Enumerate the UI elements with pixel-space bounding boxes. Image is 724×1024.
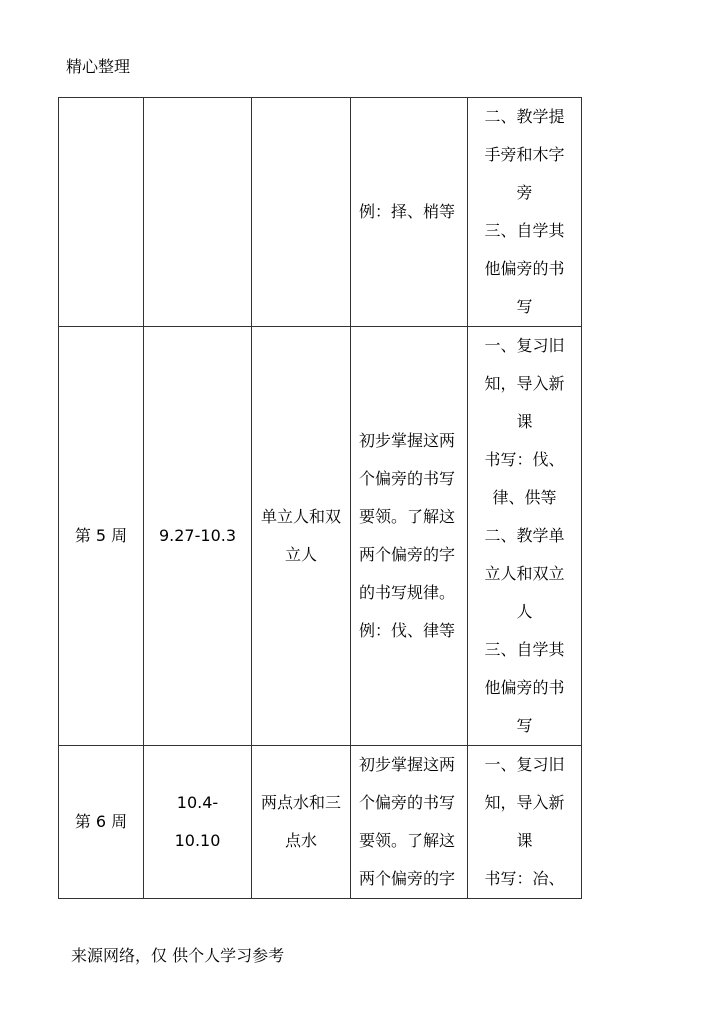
steps-line: 律、供等 xyxy=(492,488,557,507)
date-line: 10.10 xyxy=(174,831,221,850)
goal-line: 例：择、梢等 xyxy=(359,202,456,221)
steps-line: 课 xyxy=(516,412,533,431)
goal-line: 个偏旁的书写 xyxy=(359,469,456,488)
date-cell xyxy=(144,98,252,327)
goal-line: 个偏旁的书写 xyxy=(359,793,456,812)
topic-cell xyxy=(252,746,351,899)
goal-line: 例：伐、律等 xyxy=(359,621,456,640)
goal-line: 要领。了解这 xyxy=(359,507,456,526)
goal-line: 初步掌握这两 xyxy=(359,755,456,774)
date-line: 10.4- xyxy=(176,793,219,812)
goal-line: 两个偏旁的字 xyxy=(359,869,456,888)
goal-line: 的书写规律。 xyxy=(359,583,456,602)
topic-cell xyxy=(252,327,351,746)
topic-line: 立人 xyxy=(284,545,317,564)
topic-line: 单立人和双 xyxy=(260,507,341,526)
goal-cell xyxy=(351,746,468,899)
steps-cell xyxy=(468,98,582,327)
steps-line: 手旁和木字 xyxy=(484,145,565,164)
week-cell xyxy=(59,98,144,327)
steps-line: 三、自学其 xyxy=(484,640,565,659)
steps-line: 写 xyxy=(516,716,533,735)
steps-line: 人 xyxy=(516,602,533,621)
week-cell: 第 6 周 xyxy=(59,746,144,899)
date-cell: 9.27-10.3 xyxy=(144,327,252,746)
steps-line: 他偏旁的书 xyxy=(484,678,565,697)
date-cell xyxy=(144,746,252,899)
steps-cell xyxy=(468,746,582,899)
steps-line: 二、教学提 xyxy=(484,107,565,126)
page-footer: 来源网络，仅 供个人学习参考 xyxy=(71,946,285,965)
steps-line: 他偏旁的书 xyxy=(484,259,565,278)
table-row xyxy=(59,98,582,327)
steps-cell xyxy=(468,327,582,746)
table-row xyxy=(59,327,582,746)
steps-line: 知，导入新 xyxy=(484,793,565,812)
goal-cell xyxy=(351,98,468,327)
teaching-plan-table xyxy=(58,97,582,899)
steps-line: 一、复习旧 xyxy=(484,755,565,774)
goal-line: 两个偏旁的字 xyxy=(359,545,456,564)
goal-cell xyxy=(351,327,468,746)
goal-line: 要领。了解这 xyxy=(359,831,456,850)
page-header: 精心整理 xyxy=(66,57,131,76)
table-row xyxy=(59,746,582,899)
topic-line: 点水 xyxy=(284,831,317,850)
week-cell: 第 5 周 xyxy=(59,327,144,746)
steps-line: 书写：冶、 xyxy=(484,869,565,888)
steps-line: 二、教学单 xyxy=(484,526,565,545)
steps-line: 书写：伐、 xyxy=(484,450,565,469)
topic-line: 两点水和三 xyxy=(260,793,341,812)
steps-line: 一、复习旧 xyxy=(484,336,565,355)
topic-cell xyxy=(252,98,351,327)
steps-line: 写 xyxy=(516,297,533,316)
steps-line: 课 xyxy=(516,831,533,850)
steps-line: 旁 xyxy=(516,183,533,202)
steps-line: 知，导入新 xyxy=(484,374,565,393)
steps-line: 立人和双立 xyxy=(484,564,565,583)
steps-line: 三、自学其 xyxy=(484,221,565,240)
goal-line: 初步掌握这两 xyxy=(359,431,456,450)
